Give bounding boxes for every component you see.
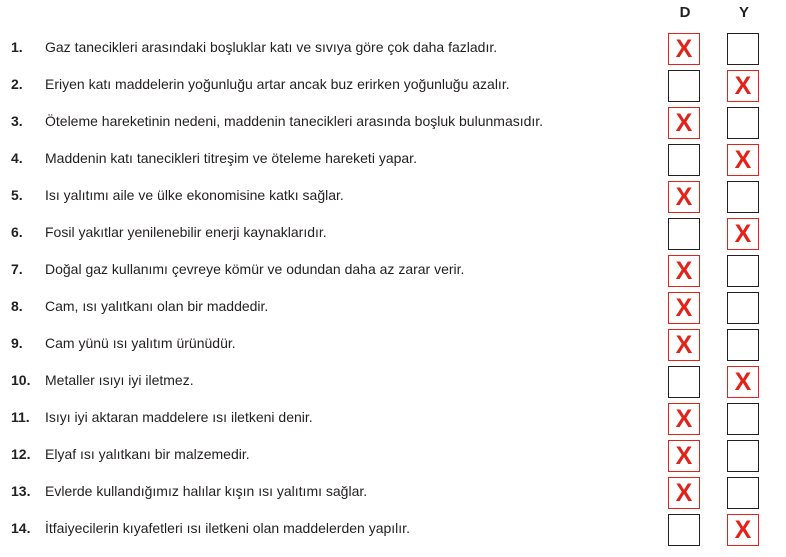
column-header-d: D <box>679 4 691 21</box>
answer-box-d[interactable] <box>668 70 700 102</box>
statement-number: 12. <box>11 446 31 462</box>
column-header-y: Y <box>738 4 749 21</box>
statement-row <box>0 511 786 548</box>
answer-box-d[interactable] <box>668 107 700 139</box>
answer-box-d[interactable] <box>668 440 700 472</box>
statement-number: 9. <box>11 335 23 351</box>
statement-row <box>0 474 786 511</box>
statement-text: Eriyen katı maddelerin yoğunluğu artar ancak buz erirken yoğunluğu azalır. <box>45 76 510 92</box>
statement-text: Cam yünü ısı yalıtım ürünüdür. <box>45 335 236 351</box>
statement-text: Fosil yakıtlar yenilenebilir enerji kaynaklarıdır. <box>45 224 327 240</box>
x-mark-icon: X <box>675 293 693 322</box>
answer-box-y[interactable] <box>727 70 759 102</box>
statement-text: Evlerde kullandığımız halılar kışın ısı yalıtımı sağlar. <box>45 483 368 499</box>
statement-text: Elyaf ısı yalıtkanı bir malzemedir. <box>45 446 250 462</box>
statement-text: Maddenin katı tanecikleri titreşim ve öteleme hareketi yapar. <box>45 150 417 166</box>
statement-row <box>0 141 786 178</box>
x-mark-icon: X <box>734 515 752 544</box>
answer-box-d[interactable] <box>668 366 700 398</box>
statement-text: Isıyı iyi aktaran maddelere ısı iletkeni denir. <box>45 409 313 425</box>
answer-box-y[interactable] <box>727 107 759 139</box>
answer-box-d[interactable] <box>668 218 700 250</box>
statement-number: 13. <box>11 483 31 499</box>
answer-box-d[interactable] <box>668 144 700 176</box>
statement-number: 8. <box>11 298 23 314</box>
x-mark-icon: X <box>734 219 752 248</box>
answer-box-d[interactable] <box>668 477 700 509</box>
x-mark-icon: X <box>675 182 693 211</box>
x-mark-icon: X <box>675 256 693 285</box>
answer-box-y[interactable] <box>727 255 759 287</box>
answer-box-y[interactable] <box>727 514 759 546</box>
answer-box-y[interactable] <box>727 477 759 509</box>
statement-row <box>0 400 786 437</box>
x-mark-icon: X <box>675 330 693 359</box>
x-mark-icon: X <box>675 34 693 63</box>
answer-box-y[interactable] <box>727 440 759 472</box>
statement-row <box>0 437 786 474</box>
answer-box-d[interactable] <box>668 403 700 435</box>
statement-row <box>0 363 786 400</box>
statement-row <box>0 30 786 67</box>
answer-box-y[interactable] <box>727 33 759 65</box>
statement-row <box>0 104 786 141</box>
statement-number: 5. <box>11 187 23 203</box>
statement-number: 11. <box>11 409 30 425</box>
x-mark-icon: X <box>675 441 693 470</box>
answer-box-y[interactable] <box>727 403 759 435</box>
statement-text: İtfaiyecilerin kıyafetleri ısı iletkeni olan maddelerden yapılır. <box>45 520 410 536</box>
statement-number: 6. <box>11 224 23 240</box>
x-mark-icon: X <box>675 404 693 433</box>
answer-box-d[interactable] <box>668 514 700 546</box>
statement-row <box>0 67 786 104</box>
x-mark-icon: X <box>734 71 752 100</box>
statement-row <box>0 252 786 289</box>
answer-box-d[interactable] <box>668 181 700 213</box>
answer-box-y[interactable] <box>727 366 759 398</box>
statement-number: 4. <box>11 150 23 166</box>
x-mark-icon: X <box>734 367 752 396</box>
statement-text: Isı yalıtımı aile ve ülke ekonomisine katkı sağlar. <box>45 187 344 203</box>
answer-box-y[interactable] <box>727 218 759 250</box>
statement-number: 1. <box>11 39 23 55</box>
answer-box-d[interactable] <box>668 292 700 324</box>
statement-text: Gaz tanecikleri arasındaki boşluklar katı ve sıvıya göre çok daha fazladır. <box>45 39 498 55</box>
answer-box-d[interactable] <box>668 255 700 287</box>
answer-box-y[interactable] <box>727 329 759 361</box>
answer-box-y[interactable] <box>727 181 759 213</box>
answer-box-d[interactable] <box>668 33 700 65</box>
x-mark-icon: X <box>675 478 693 507</box>
statement-text: Öteleme hareketinin nedeni, maddenin tanecikleri arasında boşluk bulunmasıdır. <box>45 113 544 129</box>
answer-box-y[interactable] <box>727 292 759 324</box>
statement-number: 2. <box>11 76 23 92</box>
statement-list <box>0 30 786 548</box>
statement-number: 7. <box>11 261 23 277</box>
statement-text: Cam, ısı yalıtkanı olan bir maddedir. <box>45 298 269 314</box>
statement-number: 14. <box>11 520 31 536</box>
answer-box-y[interactable] <box>727 144 759 176</box>
x-mark-icon: X <box>734 145 752 174</box>
statement-text: Metaller ısıyı iyi iletmez. <box>45 372 194 388</box>
statement-number: 10. <box>11 372 31 388</box>
x-mark-icon: X <box>675 108 693 137</box>
statement-row <box>0 289 786 326</box>
statement-text: Doğal gaz kullanımı çevreye kömür ve odundan daha az zarar verir. <box>45 261 465 277</box>
answer-box-d[interactable] <box>668 329 700 361</box>
statement-row <box>0 215 786 252</box>
statement-number: 3. <box>11 113 23 129</box>
statement-row <box>0 326 786 363</box>
statement-row <box>0 178 786 215</box>
